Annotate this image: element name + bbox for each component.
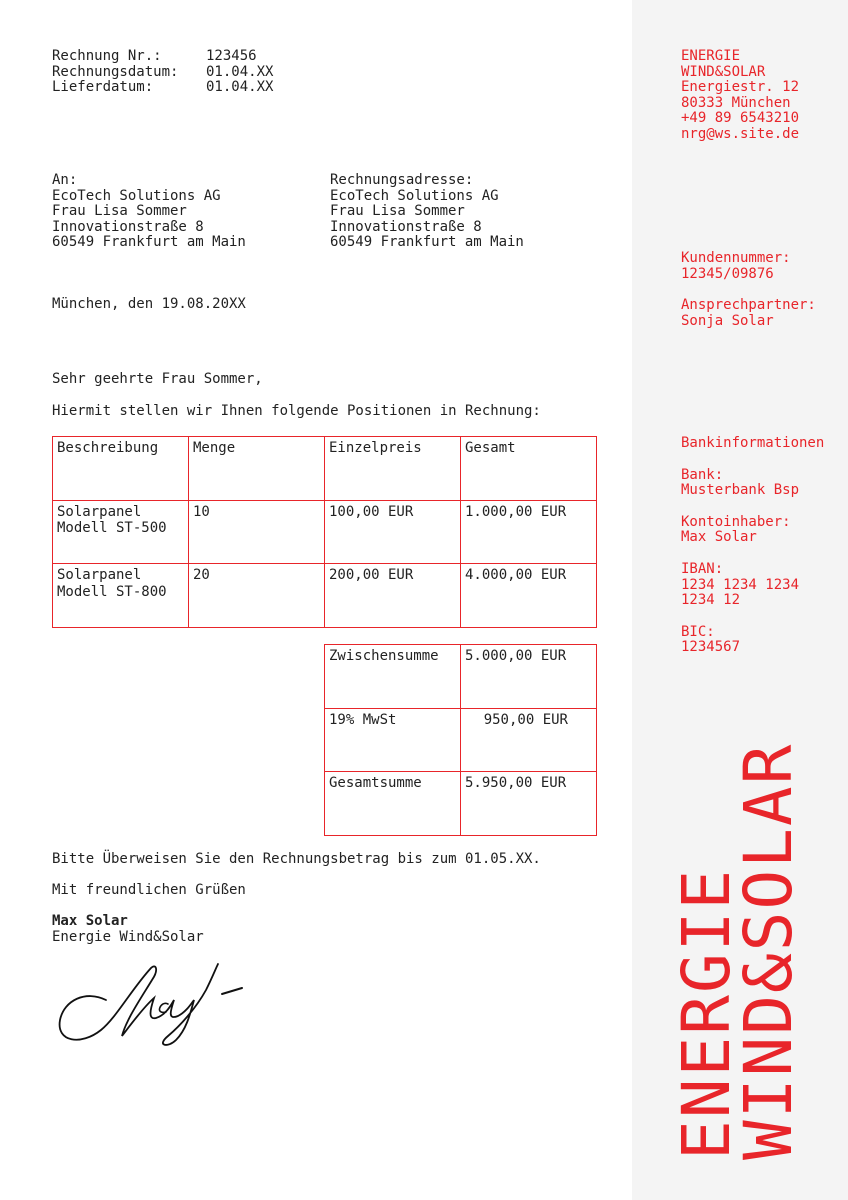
item-description-line1: Solarpanel — [57, 567, 142, 583]
salutation: Sehr geehrte Frau Sommer, — [52, 371, 263, 387]
iban-label: IBAN: — [681, 560, 724, 577]
invoice-meta — [52, 49, 273, 96]
billing-label: Rechnungsadresse: — [330, 172, 474, 188]
items-table — [52, 436, 597, 628]
item-description — [53, 564, 189, 628]
header-quantity: Menge — [189, 437, 325, 501]
intro-text: Hiermit stellen wir Ihnen folgende Positionen in Rechnung: — [52, 403, 541, 419]
brand-vertical-line1: ENERGIE — [668, 867, 745, 1160]
item-total: 1.000,00 EUR — [461, 500, 597, 564]
subtotal-label: Zwischensumme — [325, 645, 461, 709]
bank-info-title: Bankinformationen — [681, 435, 825, 451]
brand-vertical-logo — [668, 742, 807, 1160]
grand-total-value: 5.950,00 EUR — [461, 772, 597, 836]
customer-number-label: Kundennummer: — [681, 250, 791, 266]
invoice-number-row — [52, 49, 273, 65]
customer-info — [681, 251, 816, 329]
holder-label: Kontoinhaber: — [681, 513, 791, 530]
recipient-person: Frau Lisa Sommer — [52, 203, 187, 220]
sender-phone: +49 89 6543210 — [681, 110, 800, 127]
contact-name: Sonja Solar — [681, 312, 774, 329]
item-description-line2: Modell ST-800 — [57, 583, 167, 600]
item-unit-price: 200,00 EUR — [325, 564, 461, 628]
billing-company: EcoTech Solutions AG — [330, 187, 499, 204]
sender-block — [681, 49, 799, 143]
item-total: 4.000,00 EUR — [461, 564, 597, 628]
bic-value: 1234567 — [681, 639, 741, 656]
table-header-row — [53, 437, 597, 501]
billing-city: 60549 Frankfurt am Main — [330, 234, 524, 251]
contact-label: Ansprechpartner: — [681, 297, 816, 314]
recipient-company: EcoTech Solutions AG — [52, 187, 221, 204]
sender-company-line1: ENERGIE — [681, 48, 741, 64]
subtotal-value: 5.000,00 EUR — [461, 645, 597, 709]
invoice-number-value: 123456 — [206, 48, 257, 64]
delivery-date-label: Lieferdatum: — [52, 79, 154, 96]
place-date: München, den 19.08.20XX — [52, 296, 246, 312]
sender-email: nrg@ws.site.de — [681, 125, 800, 142]
invoice-date-row — [52, 65, 273, 81]
item-quantity: 10 — [189, 500, 325, 564]
subtotal-row — [325, 645, 597, 709]
vat-label: 19% MwSt — [325, 708, 461, 772]
sender-city: 80333 München — [681, 94, 791, 111]
iban-line1: 1234 1234 1234 — [681, 576, 800, 593]
vat-row — [325, 708, 597, 772]
header-unit-price: Einzelpreis — [325, 437, 461, 501]
delivery-date-row — [52, 80, 273, 96]
invoice-number-label: Rechnung Nr.: — [52, 48, 162, 64]
bank-label: Bank: — [681, 466, 724, 483]
holder-name: Max Solar — [681, 529, 757, 546]
signer-company: Energie Wind&Solar — [52, 929, 204, 945]
billing-address — [330, 173, 524, 251]
signature-drawing — [56, 960, 246, 1050]
recipient-label: An: — [52, 172, 78, 188]
bank-info — [681, 436, 824, 656]
customer-number: 12345/09876 — [681, 265, 774, 282]
totals-table — [324, 644, 597, 836]
recipient-street: Innovationstraße 8 — [52, 218, 204, 235]
iban-line2: 1234 12 — [681, 592, 741, 609]
signer-name: Max Solar — [52, 913, 128, 929]
vat-value: 950,00 EUR — [461, 708, 597, 772]
bank-name: Musterbank Bsp — [681, 482, 800, 499]
recipient-city: 60549 Frankfurt am Main — [52, 234, 246, 251]
recipient-address — [52, 173, 246, 251]
item-description-line1: Solarpanel — [57, 503, 142, 520]
billing-person: Frau Lisa Sommer — [330, 203, 465, 220]
item-description — [53, 500, 189, 564]
table-row — [53, 564, 597, 628]
item-unit-price: 100,00 EUR — [325, 500, 461, 564]
invoice-date-value: 01.04.XX — [206, 63, 274, 80]
item-description-line2: Modell ST-500 — [57, 520, 167, 536]
sender-company-line2: WIND&SOLAR — [681, 63, 766, 80]
bic-label: BIC: — [681, 623, 715, 640]
sender-street: Energiestr. 12 — [681, 79, 800, 96]
item-quantity: 20 — [189, 564, 325, 628]
invoice-date-label: Rechnungsdatum: — [52, 63, 179, 80]
closing-text: Mit freundlichen Grüßen — [52, 882, 246, 898]
table-row — [53, 500, 597, 564]
delivery-date-value: 01.04.XX — [206, 79, 274, 96]
header-total: Gesamt — [461, 437, 597, 501]
header-description: Beschreibung — [53, 437, 189, 501]
grand-total-row — [325, 772, 597, 836]
billing-street: Innovationstraße 8 — [330, 218, 482, 235]
grand-total-label: Gesamtsumme — [325, 772, 461, 836]
brand-vertical-line2: WIND&SOLAR — [730, 742, 807, 1160]
payment-note: Bitte Überweisen Sie den Rechnungsbetrag bis zum 01.05.XX. — [52, 851, 541, 867]
